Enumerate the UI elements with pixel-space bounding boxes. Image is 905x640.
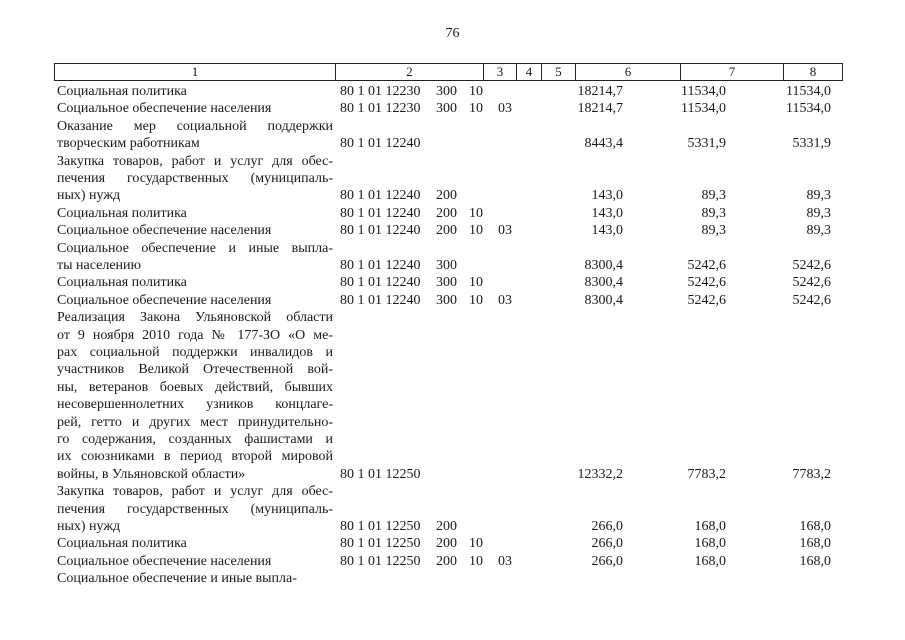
- row-description-line: Закупка товаров, работ и услуг для обес-: [57, 484, 333, 500]
- cell-value-6: 18214,7: [577, 84, 623, 99]
- cell-value-7: 5331,9: [687, 136, 726, 152]
- cell-code: 80 1 01 12250: [340, 518, 421, 534]
- cell-value-7: 5242,6: [687, 275, 726, 291]
- row-description-line: от 9 ноября 2010 года № 177-ЗО «О ме-: [57, 327, 333, 343]
- cell-section: 10: [469, 536, 483, 552]
- cell-section: 10: [469, 84, 483, 99]
- table-row: [0, 483, 905, 535]
- cell-code: 80 1 01 12240: [340, 257, 421, 273]
- row-description-line: печения государственных (муниципаль-: [57, 170, 333, 186]
- row-description-line: Социальное обеспечение и иные выпла-: [57, 571, 297, 587]
- cell-value-6: 266,0: [591, 518, 623, 534]
- cell-value-6: 266,0: [591, 553, 623, 569]
- cell-expense-type: [436, 570, 466, 587]
- row-description-line: печения государственных (муниципаль-: [57, 501, 333, 517]
- row-description-line: Социальная политика: [57, 205, 187, 221]
- cell-expense-type: 200: [436, 205, 457, 221]
- table-row: [0, 240, 905, 275]
- row-description-line: их союзниками в период второй мировой: [57, 449, 333, 465]
- table-row: [0, 274, 905, 291]
- header-col-1: 1: [55, 64, 336, 80]
- cell-code: 80 1 01 12240: [340, 292, 421, 308]
- cell-section: 10: [469, 101, 483, 117]
- cell-value-7: 5242,6: [687, 292, 726, 308]
- cell-expense-type: 300: [436, 84, 457, 99]
- cell-value-8: 11534,0: [786, 84, 831, 99]
- cell-code: 80 1 01 12230: [340, 84, 421, 99]
- cell-value-7: 89,3: [701, 205, 726, 221]
- cell-value-8: 89,3: [806, 205, 831, 221]
- row-description-line: Социальная политика: [57, 275, 187, 291]
- page-number: 76: [445, 26, 460, 41]
- cell-expense-type: 200: [436, 553, 457, 569]
- row-description-line: Оказание мер социальной поддержки: [57, 118, 333, 134]
- cell-section: [469, 518, 491, 535]
- cell-value-8: 5331,9: [792, 136, 831, 152]
- cell-value-6: 8443,4: [584, 136, 623, 152]
- cell-section: 10: [469, 205, 483, 221]
- cell-expense-type: 200: [436, 188, 457, 204]
- cell-code: 80 1 01 12240: [340, 275, 421, 291]
- cell-code: 80 1 01 12240: [340, 205, 421, 221]
- table-row: [0, 535, 905, 552]
- cell-value-8: 7783,2: [792, 466, 831, 482]
- cell-value-8: 5242,6: [792, 292, 831, 308]
- header-col-7: 7: [681, 64, 784, 80]
- row-description-line: несовершеннолетних узников концлаге-: [57, 397, 333, 413]
- row-description-line: Социальная политика: [57, 84, 187, 99]
- cell-value-7: 5242,6: [687, 257, 726, 273]
- cell-expense-type: 200: [436, 518, 457, 534]
- cell-subsection: [498, 257, 524, 274]
- row-description-line: войны, в Ульяновской области»: [57, 466, 246, 482]
- row-description-line: Социальное обеспечение населения: [57, 101, 272, 117]
- cell-code: 80 1 01 12240: [340, 223, 421, 239]
- cell-subsection: [498, 83, 524, 100]
- cell-subsection: 03: [498, 292, 512, 308]
- cell-value-8: 168,0: [799, 518, 831, 534]
- header-col-2: 2: [336, 64, 484, 80]
- cell-value-7: 168,0: [694, 536, 726, 552]
- cell-value-6: 8300,4: [584, 292, 623, 308]
- row-description-line: рей, гетто и других мест принудительно-: [57, 414, 333, 430]
- cell-subsection: [498, 274, 524, 291]
- row-description-line: Социальное обеспечение и иные выпла-: [57, 240, 333, 256]
- cell-section: 10: [469, 292, 483, 308]
- cell-subsection: [498, 187, 524, 204]
- cell-code: 80 1 01 12240: [340, 136, 421, 152]
- cell-subsection: [498, 205, 524, 222]
- row-description-line: го содержания, созданных фашистами и: [57, 431, 333, 447]
- cell-subsection: [498, 518, 524, 535]
- cell-expense-type: [436, 135, 466, 152]
- row-description-line: ты населению: [57, 257, 141, 273]
- table-row: [0, 292, 905, 309]
- cell-value-7: 168,0: [694, 518, 726, 534]
- cell-section: [469, 570, 491, 587]
- cell-value-8: [731, 570, 831, 587]
- row-description-line: Закупка товаров, работ и услуг для обес-: [57, 153, 333, 169]
- cell-subsection: [498, 466, 524, 483]
- cell-subsection: [498, 535, 524, 552]
- header-col-3: 3: [484, 64, 517, 80]
- cell-expense-type: 300: [436, 292, 457, 308]
- row-description-line: Социальное обеспечение населения: [57, 223, 272, 239]
- cell-code: 80 1 01 12250: [340, 553, 421, 569]
- row-description-line: ных) нужд: [57, 188, 121, 204]
- row-description-line: участников Великой Отечественной вой-: [57, 362, 333, 378]
- table-row: [0, 222, 905, 239]
- cell-code: 80 1 01 12250: [340, 536, 421, 552]
- cell-value-8: 5242,6: [792, 257, 831, 273]
- cell-section: 10: [469, 223, 483, 239]
- row-description-line: Социальное обеспечение населения: [57, 553, 272, 569]
- cell-section: 10: [469, 275, 483, 291]
- cell-value-8: 89,3: [806, 188, 831, 204]
- cell-value-8: 168,0: [799, 553, 831, 569]
- table-row: [0, 100, 905, 117]
- table-row: [0, 309, 905, 483]
- cell-value-7: 89,3: [701, 188, 726, 204]
- cell-value-8: 11534,0: [786, 101, 831, 117]
- cell-subsection: 03: [498, 223, 512, 239]
- cell-value-7: 89,3: [701, 223, 726, 239]
- cell-section: [469, 257, 491, 274]
- row-description-line: Социальное обеспечение населения: [57, 292, 272, 308]
- cell-expense-type: [436, 466, 466, 483]
- cell-code: [340, 570, 432, 587]
- cell-subsection: [498, 570, 524, 587]
- cell-value-7: 11534,0: [681, 101, 726, 117]
- cell-value-6: 8300,4: [584, 275, 623, 291]
- cell-expense-type: 300: [436, 275, 457, 291]
- row-description-line: Реализация Закона Ульяновской области: [57, 310, 333, 326]
- cell-subsection: 03: [498, 553, 512, 569]
- cell-expense-type: 200: [436, 223, 457, 239]
- cell-value-6: [523, 570, 623, 587]
- row-description-line: ны, ветеранов боевых действий, бывших: [57, 379, 333, 395]
- cell-section: [469, 187, 491, 204]
- cell-subsection: 03: [498, 101, 512, 117]
- cell-code: 80 1 01 12230: [340, 101, 421, 117]
- cell-value-6: 266,0: [591, 536, 623, 552]
- row-description-line: творческим работникам: [57, 136, 200, 152]
- cell-value-7: [626, 570, 726, 587]
- cell-value-7: 11534,0: [681, 84, 726, 99]
- cell-section: 10: [469, 553, 483, 569]
- table-row: [0, 553, 905, 570]
- table-row: [0, 570, 905, 587]
- header-col-6: 6: [576, 64, 681, 80]
- cell-expense-type: 200: [436, 536, 457, 552]
- row-description-line: рах социальной поддержки инвалидов и: [57, 344, 333, 360]
- cell-value-6: 143,0: [591, 205, 623, 221]
- table-row: [0, 153, 905, 205]
- cell-value-6: 143,0: [591, 188, 623, 204]
- cell-code: 80 1 01 12240: [340, 188, 421, 204]
- table-row: [0, 205, 905, 222]
- row-description-line: Социальная политика: [57, 536, 187, 552]
- cell-section: [469, 135, 491, 152]
- table-row: [0, 118, 905, 153]
- cell-code: 80 1 01 12250: [340, 466, 421, 482]
- header-col-5: 5: [542, 64, 576, 80]
- cell-value-6: 12332,2: [577, 466, 623, 482]
- cell-value-8: 89,3: [806, 223, 831, 239]
- cell-section: [469, 466, 491, 483]
- header-col-4: 4: [517, 64, 542, 80]
- header-col-8: 8: [809, 64, 817, 79]
- cell-value-6: 18214,7: [577, 101, 623, 117]
- row-description-line: ных) нужд: [57, 518, 121, 534]
- cell-value-8: 5242,6: [792, 275, 831, 291]
- cell-expense-type: 300: [436, 257, 457, 273]
- cell-expense-type: 300: [436, 101, 457, 117]
- cell-value-6: 8300,4: [584, 257, 623, 273]
- table-row: [0, 83, 905, 100]
- cell-value-7: 7783,2: [687, 466, 726, 482]
- cell-value-8: 168,0: [799, 536, 831, 552]
- cell-value-6: 143,0: [591, 223, 623, 239]
- cell-value-7: 168,0: [694, 553, 726, 569]
- cell-subsection: [498, 135, 524, 152]
